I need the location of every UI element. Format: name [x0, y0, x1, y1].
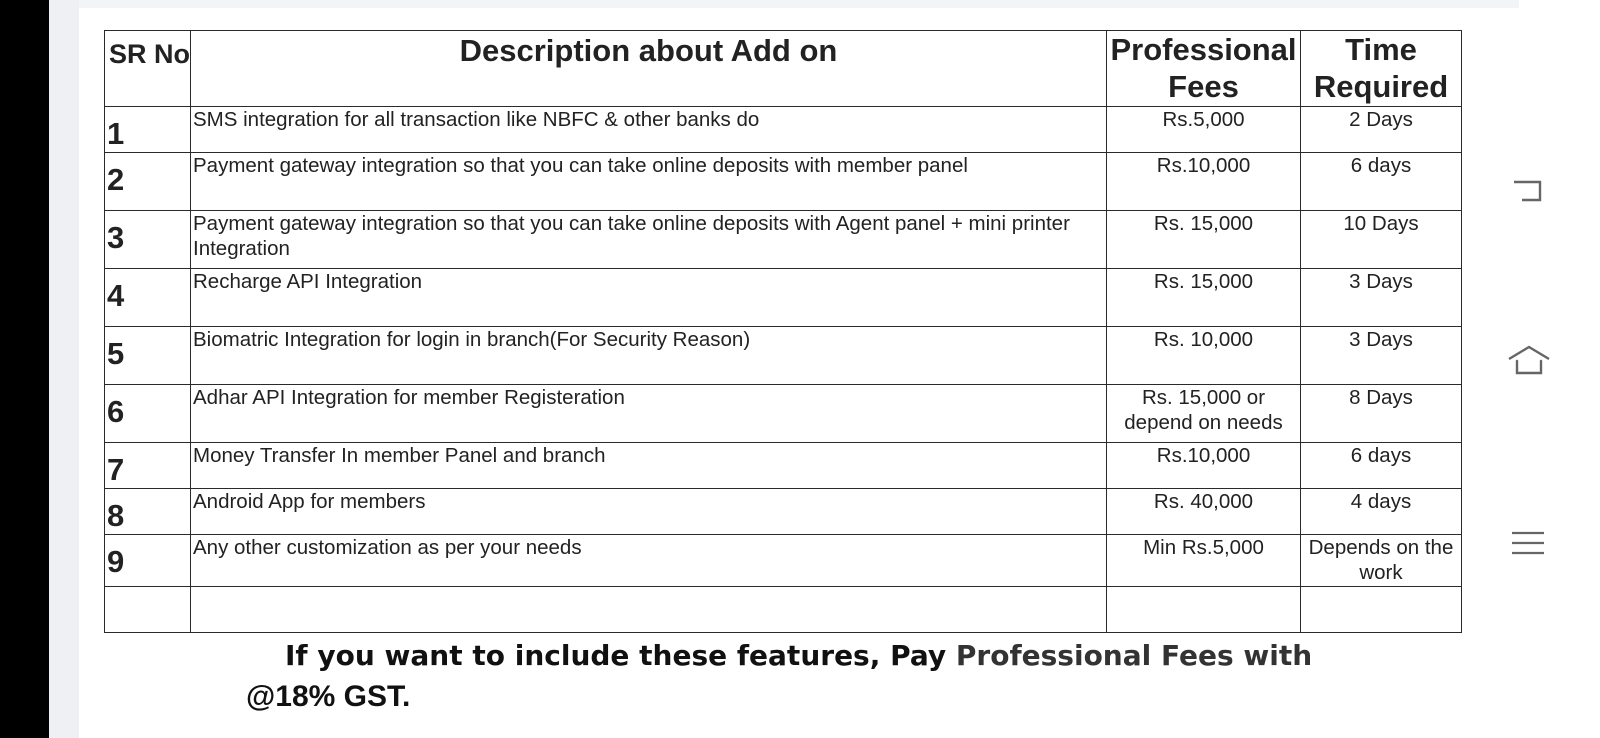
- table-row-empty: [105, 587, 1462, 633]
- row-sr: 3: [105, 211, 191, 269]
- viewer-margin: [49, 0, 79, 738]
- row-fees: Rs.10,000: [1107, 153, 1301, 211]
- row-time: Depends on the work: [1301, 535, 1462, 587]
- row-description: Adhar API Integration for member Registeration: [191, 385, 1107, 443]
- row-sr: 5: [105, 327, 191, 385]
- row-fees: Rs. 10,000: [1107, 327, 1301, 385]
- row-description: Payment gateway integration so that you can take online deposits with Agent panel + mini printer Integration: [191, 211, 1107, 269]
- row-time: 10 Days: [1301, 211, 1462, 269]
- row-time: 6 days: [1301, 443, 1462, 489]
- table-row: [105, 211, 1462, 269]
- gst-note-line1: [285, 639, 1312, 672]
- row-fees: Rs. 15,000: [1107, 269, 1301, 327]
- table-row: [105, 327, 1462, 385]
- row-description: Biomatric Integration for login in branch(For Security Reason): [191, 327, 1107, 385]
- table-header-row: [105, 31, 1462, 107]
- row-description: SMS integration for all transaction like NBFC & other banks do: [191, 107, 1107, 153]
- header-time-line1: Time: [1345, 32, 1417, 67]
- row-fees: Rs.5,000: [1107, 107, 1301, 153]
- empty-cell: [191, 587, 1107, 633]
- table-row: [105, 385, 1462, 443]
- row-fees: Min Rs.5,000: [1107, 535, 1301, 587]
- table-row: [105, 443, 1462, 489]
- header-professional-fees: [1107, 31, 1301, 107]
- row-time: 8 Days: [1301, 385, 1462, 443]
- row-fees: Rs. 40,000: [1107, 489, 1301, 535]
- table-row: [105, 535, 1462, 587]
- viewer-top-strip: [79, 0, 1519, 8]
- empty-cell: [1107, 587, 1301, 633]
- table-row: [105, 107, 1462, 153]
- table-row: [105, 489, 1462, 535]
- row-sr: 8: [105, 489, 191, 535]
- row-time: 4 days: [1301, 489, 1462, 535]
- row-description: Money Transfer In member Panel and branch: [191, 443, 1107, 489]
- row-description: Payment gateway integration so that you can take online deposits with member panel: [191, 153, 1107, 211]
- row-description: Any other customization as per your needs: [191, 535, 1107, 587]
- header-fees-line1: Professional: [1110, 32, 1297, 67]
- row-time: 3 Days: [1301, 269, 1462, 327]
- row-time: 2 Days: [1301, 107, 1462, 153]
- row-time: 3 Days: [1301, 327, 1462, 385]
- home-icon[interactable]: [1505, 343, 1545, 383]
- row-fees: Rs. 15,000: [1107, 211, 1301, 269]
- row-sr: 6: [105, 385, 191, 443]
- row-sr: 2: [105, 153, 191, 211]
- row-time: 6 days: [1301, 153, 1462, 211]
- recent-apps-icon[interactable]: [1508, 523, 1548, 563]
- row-fees: Rs.10,000: [1107, 443, 1301, 489]
- table-row: [105, 153, 1462, 211]
- empty-cell: [105, 587, 191, 633]
- header-fees-line2: Fees: [1168, 69, 1239, 104]
- back-icon[interactable]: [1508, 170, 1548, 210]
- screen-left-edge: [0, 0, 49, 738]
- header-description: Description about Add on: [191, 31, 1107, 107]
- header-sr-no: SR No: [105, 31, 191, 107]
- table-row: [105, 269, 1462, 327]
- row-sr: 7: [105, 443, 191, 489]
- row-sr: 9: [105, 535, 191, 587]
- row-description: Recharge API Integration: [191, 269, 1107, 327]
- header-time-line2: Required: [1313, 69, 1449, 104]
- gst-note-line2: @18% GST.: [246, 680, 411, 713]
- row-sr: 1: [105, 107, 191, 153]
- header-time-required: [1301, 31, 1462, 107]
- row-description: Android App for members: [191, 489, 1107, 535]
- row-fees: Rs. 15,000 or depend on needs: [1107, 385, 1301, 443]
- addon-table: [104, 30, 1462, 633]
- row-sr: 4: [105, 269, 191, 327]
- empty-cell: [1301, 587, 1462, 633]
- gst-note-part-a: If you want to include these features, Pay: [285, 639, 956, 672]
- gst-note-part-b: Professional Fees with: [955, 639, 1313, 672]
